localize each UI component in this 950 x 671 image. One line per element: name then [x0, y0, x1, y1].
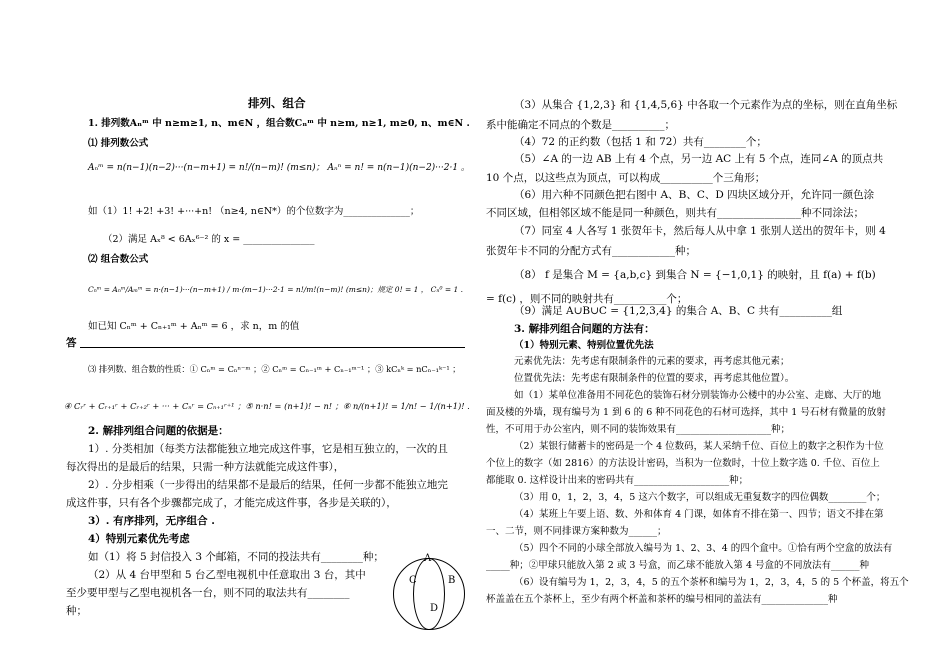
- q3-cont: 系中能确定不同点的个数是__________；: [486, 119, 675, 131]
- ex-1: 如（1）某单位准备用不同花色的装饰石材分别装饰办公楼中的办公室、走廊、大厅的地: [514, 390, 882, 401]
- rule-2: 2）. 分步相乘（一步得出的结果都不是最后的结果，任何一步都不能独立地完: [88, 479, 448, 491]
- rule-4: 4）特别元素优先考虑: [88, 533, 190, 545]
- region-b: B: [448, 575, 456, 586]
- q5-cont: 10 个点，以这些点为顶点，可以构成__________个三角形；: [486, 172, 766, 184]
- ex-4: （4）某班上午要上语、数、外和体育 4 门课，如体育不排在第一、四节；语文不排在第: [514, 509, 884, 520]
- example-5: （2）从 4 台甲型和 5 台乙型电视机中任意取出 3 台，其中: [88, 569, 366, 581]
- ex-2-end: 都能取 0. 这样设计出来的密码共有____________________种；: [486, 475, 749, 486]
- ex-2: （2）某银行储蓄卡的密码是一个 4 位数码，某人采纳千位、百位上的数字之积作为十位: [514, 441, 884, 452]
- q8-cont: = f(c) ，则不同的映射共有__________个；: [486, 293, 688, 305]
- ex-4-cont: 一、二节，则不同排课方案种数为______；: [486, 526, 667, 537]
- ex-3: （3）用 0，1，2，3，4，5 这六个数字，可以组成无重复数字的四位偶数________个；: [514, 492, 886, 503]
- ex-1-cont: 面及楼的外墙，现有编号为 1 到 6 的 6 种不同花色的石材可选择，其中 1 号石材有微量的放射: [486, 407, 886, 418]
- q9: （9）满足 A∪B∪C = {1,2,3,4} 的集合 A、B、C 共有__________组: [514, 305, 843, 317]
- region-a: A: [424, 553, 432, 564]
- section-2: 2. 解排列组合问题的依据是：: [88, 425, 229, 437]
- example-3: 如已知 Cₙᵐ + Cₙ₊₁ᵐ + Aₙᵐ = 6 ，求 n，m 的值: [88, 321, 300, 332]
- q6: （6）用六种不同颜色把右图中 A、B、C、D 四块区域分开，允许同一颜色涂: [514, 189, 875, 201]
- item-1: 1. 排列数Aₙᵐ 中 n≥m≥1, n、m∈N ，组合数Cₙᵐ 中 n≥m, n≥1, m≥0, n、m∈N .: [88, 118, 470, 129]
- q5: （5）∠A 的一边 AB 上有 4 个点，另一边 AC 上有 5 个点，连同∠A 的顶点共: [514, 153, 884, 165]
- position-priority: 位置优先法：先考虑有限制条件的位置的要求，再考虑其他位置）。: [514, 373, 795, 384]
- rule-2-cont: 成这件事，只有各个步骤都完成了，才能完成这件事，各步是关联的），: [66, 497, 397, 509]
- method-1: （1）特别元素、特别位置优先法: [514, 340, 654, 351]
- q7-cont: 张贺年卡不同的分配方式有____________种；: [486, 245, 696, 257]
- combination-formula: Cₙᵐ = Aₙᵐ/Aₘᵐ = n·(n−1)···(n−m+1) / m·(m−1)···2·1 = n!/m!(n−m)! (m≤n)；规定 0! = 1 ， Cₙ⁰ = 1 .: [88, 285, 464, 294]
- element-priority: 元素优先法：先考虑有限制条件的元素的要求，再考虑其他元素；: [514, 356, 790, 367]
- permutation-formula: Aₙᵐ = n(n−1)(n−2)···(n−m+1) = n!/(n−m)! (m≤n)； Aₙⁿ = n! = n(n−1)(n−2)···2·1 。: [88, 163, 470, 173]
- section-3: 3. 解排列组合问题的方法有：: [514, 323, 655, 335]
- example-5-end: 种；: [66, 605, 87, 617]
- heading-combination: ⑵ 组合数公式: [88, 254, 149, 265]
- ex-6: （6）设有编号为 1，2，3，4，5 的五个茶杯和编号为 1，2，3，4，5 的 5 个杯盖，将五个: [514, 577, 909, 588]
- rule-3: 3）. 有序排列，无序组合 .: [88, 515, 215, 527]
- ex-1-end: 性，不可用于办公室内，则不同的装饰效果有____________________种；: [486, 424, 791, 435]
- ex-2-cont: 个位上的数字（如 2816）的方法设计密码，当积为一位数时，十位上数字选 0. 千位、百位上: [486, 458, 880, 469]
- example-5-cont: 至少要甲型与乙型电视机各一台，则不同的取法共有________: [66, 587, 350, 599]
- ex-6-cont: 杯盖盖在五个茶杯上，至少有两个杯盖和茶杯的编号相同的盖法有______________种: [486, 594, 838, 605]
- example-2: （2）满足 Aₓ⁸ < 6Aₓ⁶⁻² 的 x = _______________: [103, 234, 315, 245]
- example-4: 如（1）将 5 封信投入 3 个邮箱，不同的投法共有________种；: [88, 551, 384, 563]
- properties: ⑶ 排列数、组合数的性质：① Cₙᵐ = Cₙⁿ⁻ᵐ ；② Cₙᵐ = Cₙ₋₁ᵐ + Cₙ₋₁ᵐ⁻¹ ；③ kCₙᵏ = nCₙ₋₁ᵏ⁻¹ ；: [88, 364, 461, 374]
- ex-5-cont: _____种；②甲球只能放入第 2 或 3 号盒，而乙球不能放入第 4 号盒的不同放法有______种: [486, 560, 870, 571]
- region-c: C: [409, 575, 417, 586]
- q4: （4）72 的正约数（包括 1 和 72）共有________个；: [514, 136, 767, 148]
- q6-cont: 不同区域，但相邻区域不能是同一种颜色，则共有________________种不同涂法；: [486, 207, 864, 219]
- region-d: D: [430, 603, 439, 614]
- q7: （7）同室 4 人各写 1 张贺年卡，然后每人从中拿 1 张别人送出的贺年卡，则 4: [514, 225, 886, 237]
- q3: （3）从集合 {1,2,3} 和 {1,4,5,6} 中各取一个元素作为点的坐标，则在直角坐标: [514, 99, 898, 111]
- heading-permutation: ⑴ 排列数公式: [88, 138, 149, 149]
- q8: （8） f 是集合 M = {a,b,c} 到集合 N = {−1,0,1} 的映射，且 f(a) + f(b): [514, 269, 876, 281]
- example-1: 如（1）1! +2! +3! +···+n! （n≥4, n∈N*）的个位数字为______________；: [88, 206, 420, 217]
- page-title: 排列、组合: [248, 96, 306, 110]
- rule-1-cont: 每次得出的是最后的结果，只需一种方法就能完成这件事），: [66, 461, 345, 473]
- properties-2: ④ Cᵣʳ + Cᵣ₊₁ʳ + Cᵣ₊₂ʳ + ··· + Cₙʳ = Cₙ₊₁ʳ⁺¹ ；⑤ n·n! = (n+1)! − n! ；⑥ n/(n+1)! = 1/n! − 1/(n+1)! .: [64, 401, 470, 411]
- answer-label: 答: [66, 337, 77, 349]
- rule-1: 1）. 分类相加（每类方法都能独立地完成这件事，它是相互独立的，一次的且: [88, 443, 448, 455]
- ex-5: （5）四个不同的小球全部放入编号为 1、2、3、4 的四个盒中。①恰有两个空盒的放法有: [514, 543, 893, 554]
- answer-line: [80, 347, 465, 348]
- region-inner: [413, 558, 445, 630]
